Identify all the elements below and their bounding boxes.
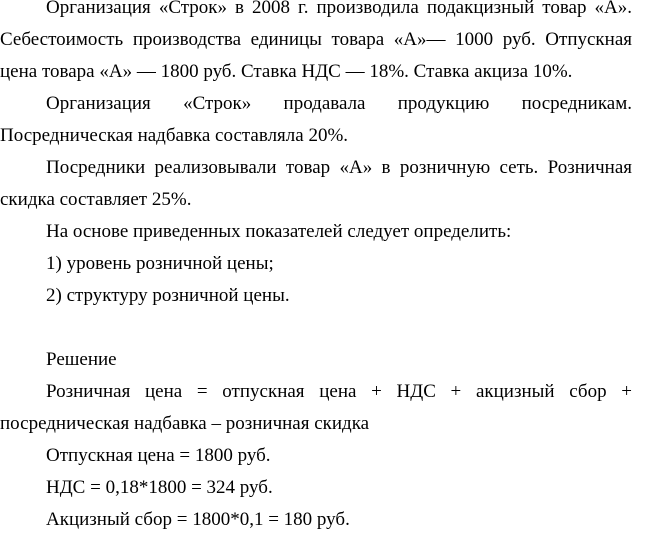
solution-step-1: Отпускная цена = 1800 руб.: [46, 445, 271, 466]
solution-step-2: НДС = 0,18*1800 = 324 руб.: [46, 477, 273, 498]
task-item-1: 1) уровень розничной цены;: [46, 253, 274, 274]
problem-paragraph-3: Посредники реализовывали товар «А» в розничную сеть. Розничная скидка составляет 25%.: [0, 157, 632, 210]
solution-formula: Розничная цена = отпускная цена + НДС + акцизный сбор + посредническая надбавка – розничная скидка: [0, 381, 632, 434]
task-item-2: 2) структуру розничной цены.: [46, 285, 290, 306]
problem-paragraph-1: Организация «Строк» в 2008 г. производила подакцизный товар «А». Себестоимость производства единицы товара «А»— 1000 руб. Отпускная цена товара «А» — 1800 руб. Ставка НДС — 18%. Ставка акциза 10%.: [0, 0, 632, 82]
blank-line: [0, 312, 632, 344]
solution-step-3: Акцизный сбор = 1800*0,1 = 180 руб.: [46, 509, 350, 530]
task-intro: На основе приведенных показателей следует определить:: [46, 221, 512, 242]
solution-heading: Решение: [46, 349, 117, 370]
problem-paragraph-2: Организация «Строк» продавала продукцию посредникам. Посредническая надбавка составляла 20%.: [0, 93, 632, 146]
